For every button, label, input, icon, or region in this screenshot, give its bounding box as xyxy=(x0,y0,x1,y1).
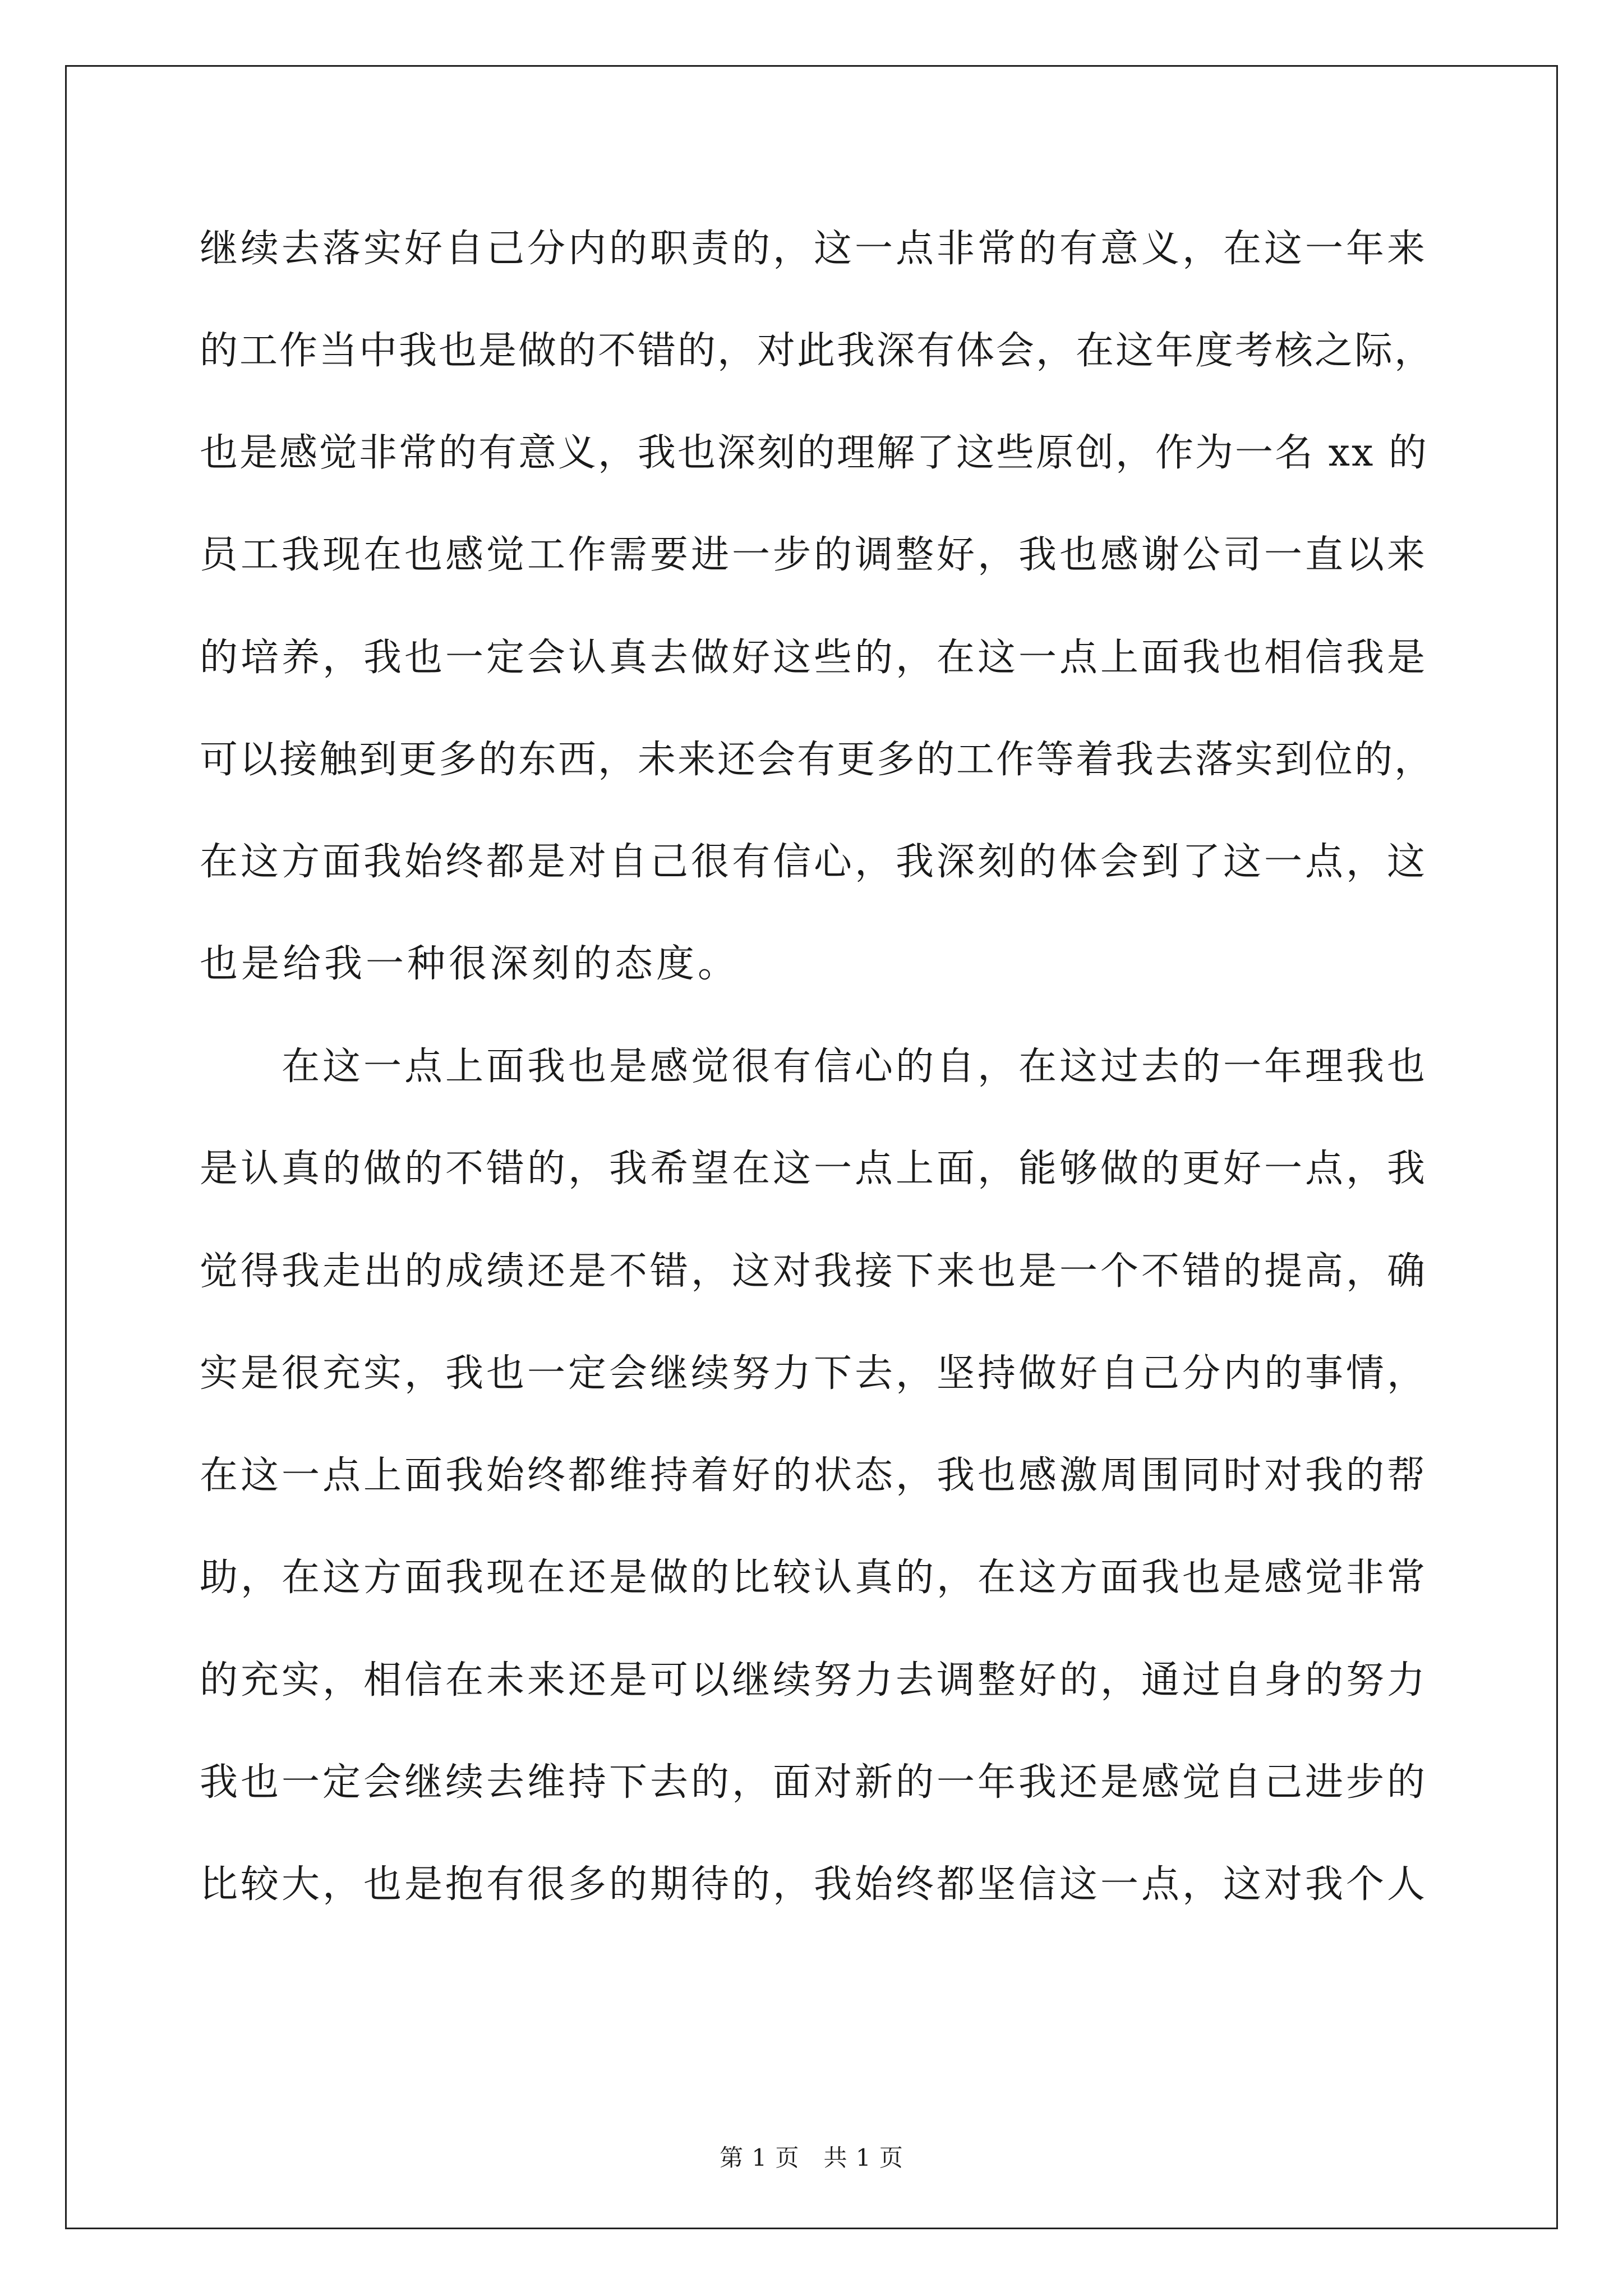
text-line: 的充实，相信在未来还是可以继续努力去调整好的，通过自身的努力 xyxy=(200,1658,1428,1703)
text-line: 实是很充实，我也一定会继续努力下去，坚持做好自己分内的事情， xyxy=(200,1351,1428,1396)
text-line: 员工我现在也感觉工作需要进一步的调整好，我也感谢公司一直以来 xyxy=(200,533,1428,577)
paragraph-first-line: 在这一点上面我也是感觉很有信心的自，在这过去的一年理我也 xyxy=(282,1045,1428,1089)
text-line: 觉得我走出的成绩还是不错，这对我接下来也是一个不错的提高，确 xyxy=(200,1249,1428,1294)
text-line: 继续去落实好自己分内的职责的，这一点非常的有意义，在这一年来 xyxy=(200,227,1428,271)
text-line: 是认真的做的不错的，我希望在这一点上面，能够做的更好一点，我 xyxy=(200,1147,1428,1191)
page-number-footer: 第 1 页 共 1 页 xyxy=(720,2144,903,2171)
text-line: 助，在这方面我现在还是做的比较认真的，在这方面我也是感觉非常 xyxy=(200,1556,1428,1600)
text-line: 的培养，我也一定会认真去做好这些的，在这一点上面我也相信我是 xyxy=(200,636,1428,680)
text-line: 在这一点上面我始终都维持着好的状态，我也感激周围同时对我的帮 xyxy=(200,1453,1428,1498)
text-line: 可以接触到更多的东西，未来还会有更多的工作等着我去落实到位的， xyxy=(200,738,1435,782)
text-line: 的工作当中我也是做的不错的，对此我深有体会，在这年度考核之际， xyxy=(200,329,1435,373)
text-line: 比较大，也是抱有很多的期待的，我始终都坚信这一点，这对我个人 xyxy=(200,1862,1428,1907)
text-line: 也是给我一种很深刻的态度。 xyxy=(200,942,740,986)
text-line: 也是感觉非常的有意义，我也深刻的理解了这些原创，作为一名 xx 的 xyxy=(200,431,1428,475)
text-line: 在这方面我始终都是对自己很有信心，我深刻的体会到了这一点，这 xyxy=(200,840,1428,884)
text-line: 我也一定会继续去维持下去的，面对新的一年我还是感觉自己进步的 xyxy=(200,1760,1428,1805)
